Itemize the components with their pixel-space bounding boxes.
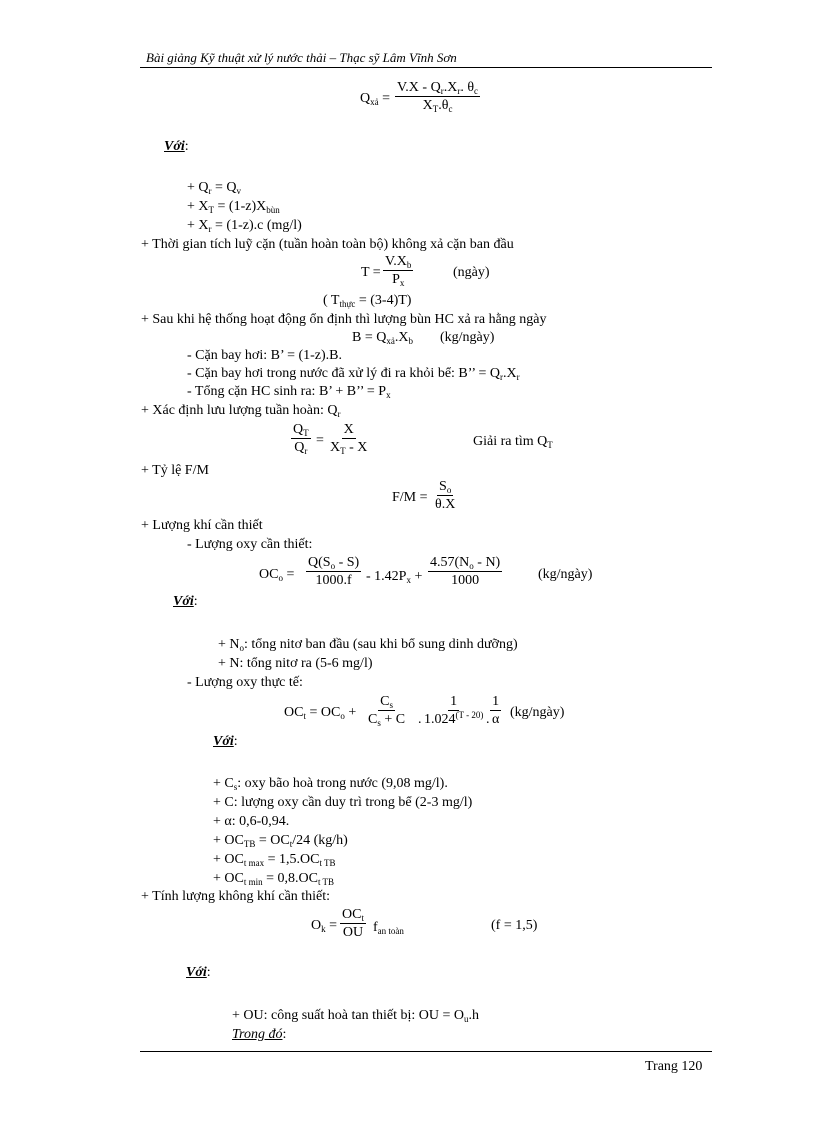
oco-fraction-1: $\frac{Q(S_o - S)}{1000.f}$ bbox=[308, 555, 360, 588]
ok-f: $f_{an toàn}$ bbox=[373, 920, 404, 936]
line-bay: - Cặn bay hơi: B’ = (1-z).B. bbox=[187, 348, 343, 363]
line-cs: + $C_s$: oxy bão hoà trong nước (9,08 mg/l). bbox=[213, 776, 448, 792]
ok-lhs: $O_k$ = bbox=[311, 918, 338, 934]
line-stable: + Sau khi hệ thống hoạt động ổn định thì lượng bùn HC xả ra hằng ngày bbox=[141, 312, 547, 327]
header-rule bbox=[140, 67, 712, 68]
fm-fraction: $\frac{S_o}{\theta.X}$ bbox=[435, 479, 456, 512]
page-number: Trang 120 bbox=[645, 1059, 703, 1074]
line-air: + Lượng khí cần thiết bbox=[141, 518, 263, 533]
b-formula: $B = Q_{xả}.X_b$ bbox=[352, 330, 413, 346]
qxa-fraction: $\frac{V.X - Q_r.X_r. \theta_c}{X_T.\theta_c}$ bbox=[397, 80, 479, 114]
line-kk: + Tính lượng không khí cần thiết: bbox=[141, 889, 331, 904]
oct-lhs: $OC_t = OC_o$ + bbox=[284, 705, 357, 721]
xt-def: + $X_T = (1-z)X_{bùn}$ bbox=[187, 199, 280, 215]
line-ocmax: + $OC_{t max} = 1,5.OC_{t TB}$ bbox=[213, 852, 336, 868]
t-note: ( $T_{thực} = (3-4)T$) bbox=[323, 293, 412, 309]
line-ou: + OU: công suất hoà tan thiết bị: OU = $O_u.h$ bbox=[232, 1008, 479, 1024]
trong-do: Trong đó: bbox=[232, 1027, 287, 1042]
voi-label-4: Với: bbox=[186, 965, 211, 980]
ok-note: (f = 1,5) bbox=[491, 918, 538, 933]
qt-solve: Giải ra tìm $Q_T$ bbox=[473, 434, 553, 450]
qt-rhs-fraction: $\frac{X}{X_T - X}$ bbox=[330, 422, 368, 456]
oct-fraction-3: $\frac{1}{\alpha}$ bbox=[492, 694, 500, 727]
oco-lhs: $OC_o$ = bbox=[259, 567, 295, 583]
footer-rule bbox=[140, 1051, 712, 1052]
line-qr: + Xác định lưu lượng tuần hoàn: $Q_r$ bbox=[141, 403, 341, 419]
t-unit: (ngày) bbox=[453, 265, 490, 280]
qt-qr-fraction: $\frac{Q_T}{Q_r}$ bbox=[293, 422, 309, 456]
oct-fraction-2: $\frac{1}{1.024^{(T - 20)}}$ bbox=[424, 694, 484, 727]
line-fm: + Tỷ lệ F/M bbox=[141, 463, 209, 478]
line-octb: + $OC_{TB} = OC_t/24$ (kg/h) bbox=[213, 833, 348, 849]
qt-eq: = bbox=[316, 433, 324, 448]
oct-fraction-1: $\frac{C_s}{C_s + C}$ bbox=[368, 694, 406, 728]
line-ocmin: + $OC_{t min} = 0,8.OC_{t TB}$ bbox=[213, 871, 335, 887]
t-lhs: T = bbox=[361, 265, 381, 280]
voi-label: Với: bbox=[164, 139, 189, 154]
line-no: + $N_o$: tổng nitơ ban đầu (sau khi bổ sung dinh dưỡng) bbox=[218, 637, 518, 653]
line-oxy: - Lượng oxy cần thiết: bbox=[187, 537, 313, 552]
oco-unit: (kg/ngày) bbox=[538, 567, 593, 582]
line-alpha: + α: 0,6-0,94. bbox=[213, 814, 290, 829]
line-time: + Thời gian tích luỹ cặn (tuần hoàn toàn bộ) không xả cặn ban đầu bbox=[141, 237, 514, 252]
line-c: + C: lượng oxy cần duy trì trong bể (2-3 mg/l) bbox=[213, 795, 473, 810]
t-fraction: $\frac{V.X_b}{P_x}$ bbox=[385, 254, 412, 288]
line-n: + N: tổng nitơ ra (5-6 mg/l) bbox=[218, 656, 373, 671]
line-bay2: - Cặn bay hơi trong nước đã xử lý đi ra khỏi bể: B’’ = $Q_r.X_r$ bbox=[187, 366, 520, 382]
oco-mid: - $1.42P_x$ + bbox=[366, 569, 423, 585]
line-oxy-tt: - Lượng oxy thực tế: bbox=[187, 675, 303, 690]
qr-def: + $Q_r = Q_v$ bbox=[187, 180, 242, 196]
oct-unit: (kg/ngày) bbox=[510, 705, 565, 720]
voi-label-2: Với: bbox=[173, 594, 198, 609]
xr-def: + $X_r = (1-z).c$ (mg/l) bbox=[187, 218, 302, 234]
line-tong: - Tổng cặn HC sinh ra: B’ + B’’ = $P_x$ bbox=[187, 384, 391, 400]
header-title: Bài giảng Kỹ thuật xử lý nước thải – Thạc sỹ Lâm Vĩnh Sơn bbox=[146, 50, 457, 65]
qxa-lhs: $Q_{xả}$ = bbox=[360, 91, 391, 107]
ok-fraction: $OC_t$ OU bbox=[342, 907, 364, 940]
oct-dot-1: . bbox=[418, 712, 422, 727]
voi-label-3: Với: bbox=[213, 734, 238, 749]
b-unit: (kg/ngày) bbox=[440, 330, 495, 345]
fm-lhs: F/M = bbox=[392, 490, 428, 505]
oco-fraction-2: $\frac{4.57(N_o - N)}{1000}$ bbox=[430, 555, 501, 588]
oct-dot-2: . bbox=[486, 712, 490, 727]
